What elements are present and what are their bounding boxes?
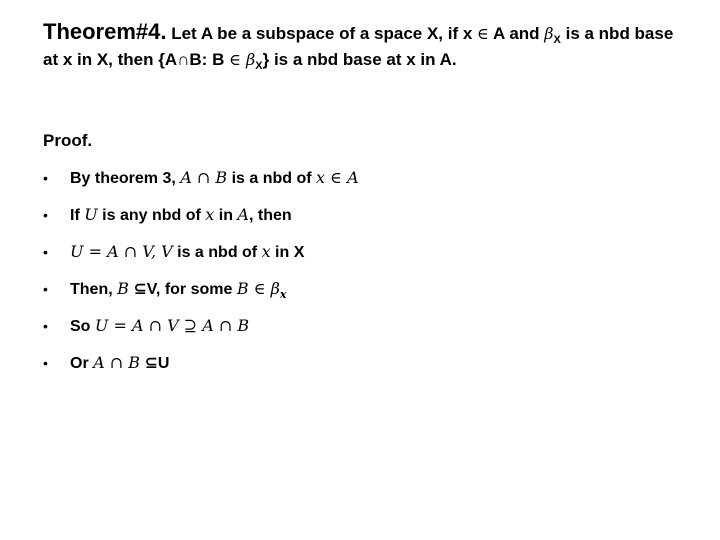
step-text: is a nbd of xyxy=(172,244,262,261)
list-item xyxy=(43,241,683,278)
list-item xyxy=(43,167,683,204)
bullet-icon: • xyxy=(43,244,48,260)
theorem-label: Theorem#4. xyxy=(43,19,167,44)
list-item xyxy=(43,204,683,241)
step-text: is any nbd of xyxy=(97,207,206,224)
math-expression: A xyxy=(237,205,249,224)
beta-symbol: β xyxy=(240,50,256,69)
element-of-symbol: ∈ xyxy=(477,24,489,43)
list-item xyxy=(43,278,683,315)
math-expression: A ∩ B xyxy=(93,353,141,372)
beta-subscript: X xyxy=(255,60,263,72)
theorem-statement xyxy=(43,20,683,74)
theorem-text: is a nbd base at x in X, then {A∩B: B xyxy=(43,24,674,69)
math-expression: x ∈ A xyxy=(316,168,359,187)
math-expression: B xyxy=(117,279,129,298)
step-text: is a nbd of xyxy=(227,170,317,187)
math-expression: U = A ∩ V ⊇ A ∩ B xyxy=(94,316,250,335)
step-text: , then xyxy=(248,207,292,224)
beta-symbol: β xyxy=(544,24,554,43)
step-text: If xyxy=(70,207,85,224)
math-expression: x xyxy=(205,205,215,224)
bullet-icon: • xyxy=(43,318,48,334)
step-text: in X xyxy=(270,244,305,261)
math-expression: A ∩ B xyxy=(180,168,228,187)
bullet-icon: • xyxy=(43,207,48,223)
list-item xyxy=(43,352,683,389)
theorem-text: Let A be a subspace of a space X, if x xyxy=(166,24,478,43)
math-expression: U xyxy=(84,205,98,224)
step-text: ⊆V, for some xyxy=(128,281,237,298)
slide-content xyxy=(43,20,683,74)
bullet-icon: • xyxy=(43,170,48,186)
bullet-icon: • xyxy=(43,281,48,297)
step-text: Then, xyxy=(70,281,118,298)
bullet-icon: • xyxy=(43,355,48,371)
theorem-text: } is a nbd base at x in A. xyxy=(262,50,457,69)
element-of-symbol: ∈ xyxy=(229,50,241,69)
beta-subscript: X xyxy=(553,34,561,46)
step-text: ⊆U xyxy=(140,355,170,372)
theorem-text: A and xyxy=(488,24,545,43)
math-expression: B ∈ β xyxy=(236,279,280,298)
math-subscript: x xyxy=(279,288,287,301)
step-text: By theorem 3, xyxy=(70,170,181,187)
step-text: So xyxy=(70,318,95,335)
list-item xyxy=(43,315,683,352)
proof-heading: Proof. xyxy=(43,131,93,150)
proof-steps-list xyxy=(43,167,683,389)
math-expression: x xyxy=(261,242,271,261)
step-text: Or xyxy=(70,355,94,372)
math-expression: U = A ∩ V, V xyxy=(70,242,173,261)
step-text: in xyxy=(214,207,238,224)
